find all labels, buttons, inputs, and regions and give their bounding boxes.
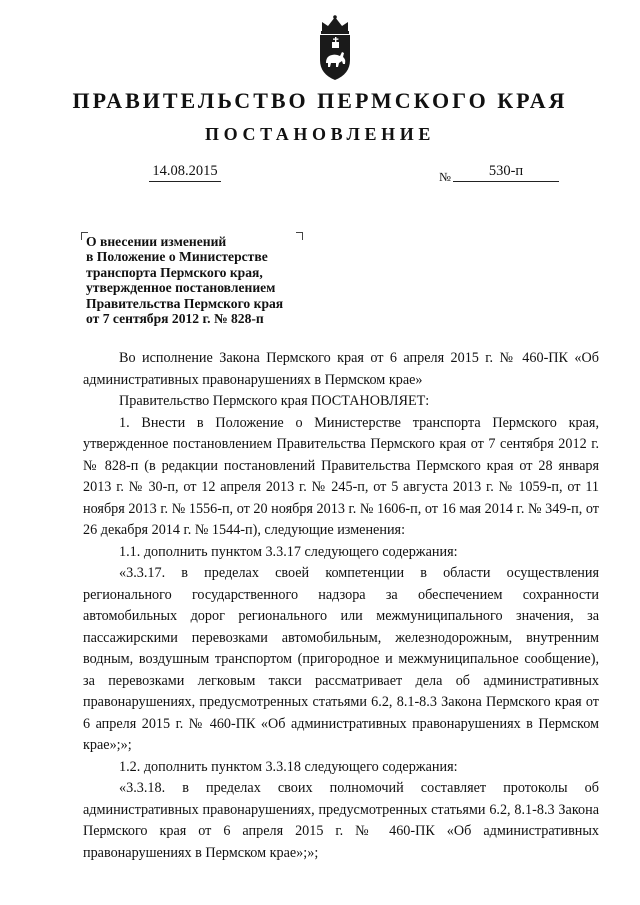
- subject-line: О внесении изменений: [86, 234, 227, 249]
- subject-line: транспорта Пермского края,: [86, 264, 263, 280]
- body-paragraph: Во исполнение Закона Пермского края от 6 апреля 2015 г. № 460-ПК «Об административных правонарушениях в Пермском крае»: [83, 350, 599, 388]
- document-subject: [86, 234, 314, 326]
- subject-line: утвержденное постановлением: [86, 280, 276, 296]
- body-paragraph: «3.3.18. в пределах своих полномочий составляет протоколы об административных правонарушениях, предусмотренных статьями 6.2, 8.1-8.3 Закона Пермского края от 6 апреля 2015 г. № 460-ПК «Об административных правонарушениях в Пермском крае»;»;: [83, 780, 599, 861]
- subject-line: от 7 сентября 2012 г. № 828-п: [86, 311, 264, 327]
- document-body: [83, 348, 599, 864]
- body-paragraph: Правительство Пермского края ПОСТАНОВЛЯЕТ:: [119, 393, 430, 409]
- coat-of-arms-icon: [313, 14, 357, 82]
- subject-line: Правительства Пермского края: [86, 295, 284, 311]
- body-paragraph: 1.2. дополнить пунктом 3.3.18 следующего содержания:: [119, 758, 458, 775]
- document-date: 14.08.2015: [149, 163, 221, 182]
- document-number: 530-п: [453, 163, 559, 182]
- body-paragraph: 1.1. дополнить пунктом 3.3.17 следующего содержания:: [119, 543, 458, 560]
- body-paragraph: 1. Внести в Положение о Министерстве транспорта Пермского края, утвержденное постановлением Правительства Пермского края от 7 сентября 2012 г. № 828-п (в редакции постановлений Правительства Пермского края от 28 января 2013 г. № 30-п, от 12 апреля 2013 г. № 245-п, от 5 августа 2013 г. № 1059-п, от 11 ноября 2013 г. № 1556-п, от 20 ноября 2013 г. № 1606-п, от 16 мая 2014 г. № 349-п, от 26 декабря 2014 г. № 1544-п), следующие изменения:: [83, 414, 599, 538]
- government-title: ПРАВИТЕЛЬСТВО ПЕРМСКОГО КРАЯ: [72, 88, 568, 113]
- subject-line: в Положение о Министерстве: [86, 249, 268, 265]
- number-sign: №: [439, 170, 451, 184]
- body-paragraph: «3.3.17. в пределах своей компетенции в области осуществления регионального государственного надзора за обеспечением сохранности автомобильных дорог регионального или межмуниципального значения, за пассажирскими перевозками автомобильным, железнодорожным, внутренним водным, воздушным транспортом (пригородное и межмуниципальное сообщение), за перевозками легковым такси рассматривает дела об административных правонарушениях, предусмотренных статьями 6.2, 8.1-8.3 Закона Пермского края от 6 апреля 2015 г. № 460-ПК «Об административных правонарушениях в Пермском крае»;»;: [83, 565, 599, 753]
- document-type: ПОСТАНОВЛЕНИЕ: [205, 124, 435, 144]
